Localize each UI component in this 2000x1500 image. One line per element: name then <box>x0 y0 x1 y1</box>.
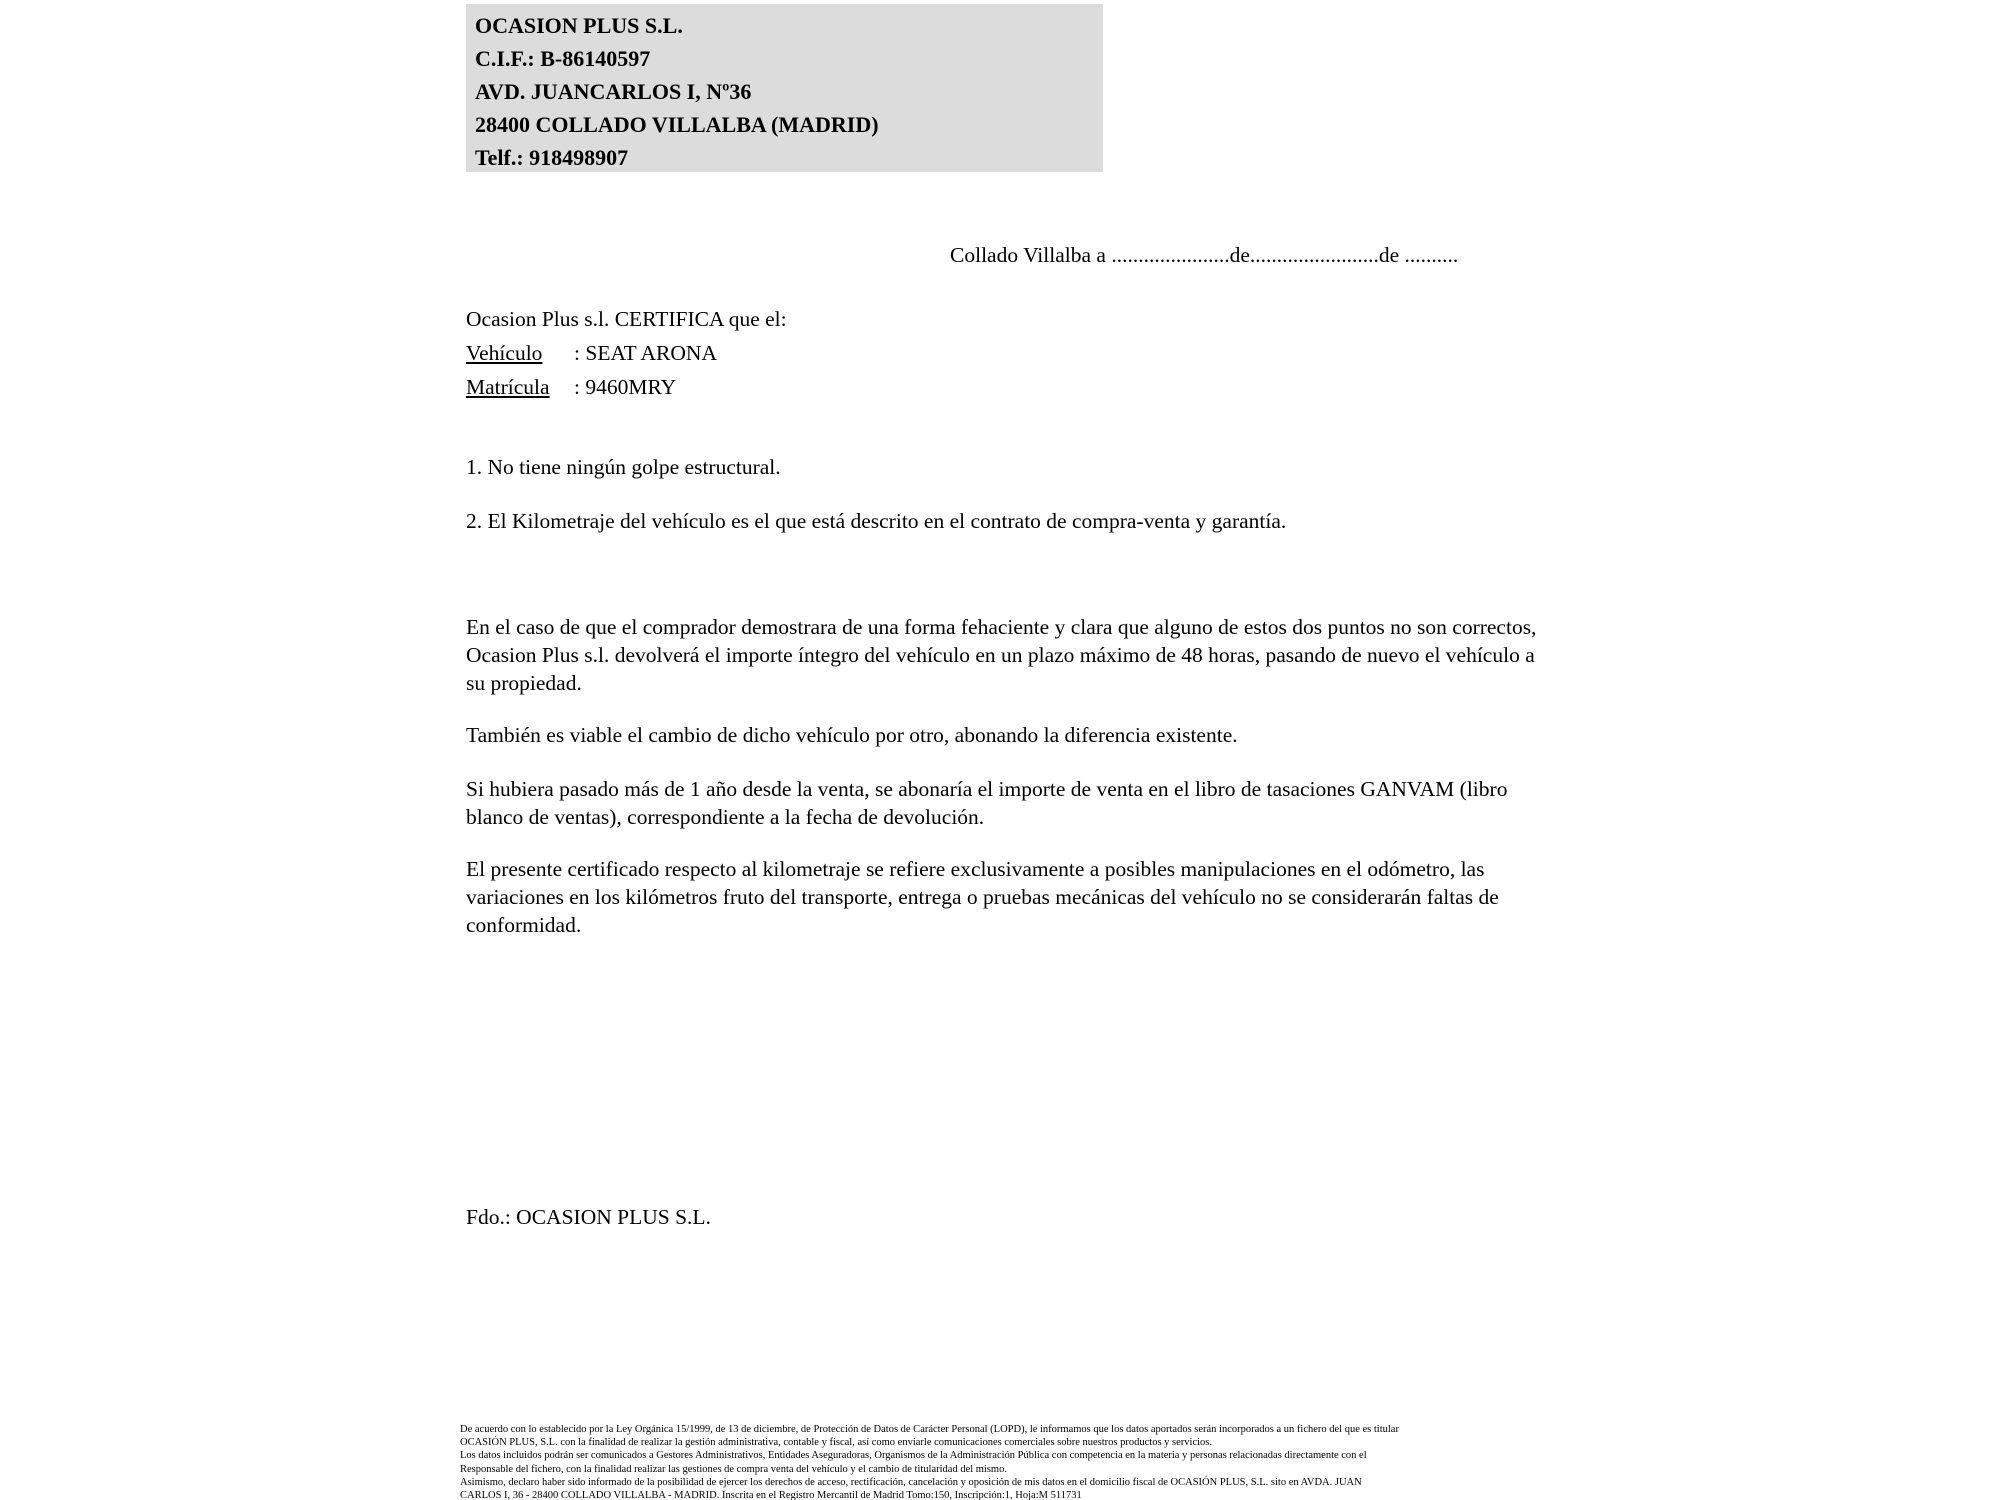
plate-separator: : <box>574 375 580 399</box>
point-item-2: 2. El Kilometraje del vehículo es el que está descrito en el contrato de compra-venta y garantía. <box>466 509 1287 533</box>
plate-value: 9460MRY <box>585 375 677 399</box>
body-paragraph-exchange: También es viable el cambio de dicho vehículo por otro, abonando la diferencia existente. <box>466 723 1238 747</box>
company-header-box <box>466 4 1103 172</box>
company-phone: Telf.: 918498907 <box>475 145 629 170</box>
date-line: Collado Villalba a ......................de........................de .......... <box>950 243 1459 267</box>
plate-label: Matrícula <box>466 375 550 399</box>
body-paragraph-refund: En el caso de que el comprador demostrara de una forma fehaciente y clara que alguno de estos dos puntos no son correctos, Ocasion Plus s.l. devolverá el importe íntegro del vehículo en un plazo máximo de 48 horas, pasando de nuevo el vehículo a su propiedad. <box>466 615 1537 695</box>
plate-row <box>466 370 787 404</box>
point-item-1: 1. No tiene ningún golpe estructural. <box>466 455 781 479</box>
vehicle-value: SEAT ARONA <box>585 341 717 365</box>
certificate-intro: Ocasion Plus s.l. CERTIFICA que el: <box>466 307 787 331</box>
legal-footer-line: Los datos incluidos podrán ser comunicados a Gestores Administrativos, Entidades Aseguradoras, Organismos de la Administración Pública con competencia en la materia y personas relacionadas directamente con el <box>460 1450 1367 1462</box>
body-paragraph-odometer: El presente certificado respecto al kilometraje se refiere exclusivamente a posibles manipulaciones en el odómetro, las variaciones en los kilómetros fruto del transporte, entrega o pruebas mecánicas del vehículo no se considerarán faltas de conformidad. <box>466 857 1499 937</box>
legal-footer-line: CARLOS I, 36 - 28400 COLLADO VILLALBA - MADRID. Inscrita en el Registro Mercantil de Madrid Tomo:150, Inscripción:1, Hoja:M 511731 <box>460 1490 1082 1500</box>
legal-footer-line: Asimismo, declaro haber sido informado de la posibilidad de ejercer los derechos de acceso, rectificación, cancelación y oposición de mis datos en el domicilio fiscal de OCASIÓN PLUS, S.L. sito en AVDA. JUAN <box>460 1476 1362 1488</box>
certificate-block <box>466 302 787 404</box>
legal-footer-line: Responsable del fichero, con la finalidad realizar las gestiones de compra venta del vehículo y el cambio de titularidad del mismo. <box>460 1463 1007 1475</box>
legal-footer <box>460 1423 1570 1500</box>
vehicle-row <box>466 336 787 370</box>
vehicle-separator: : <box>574 341 580 365</box>
company-city: 28400 COLLADO VILLALBA (MADRID) <box>475 112 879 137</box>
signature-line: Fdo.: OCASION PLUS S.L. <box>466 1205 711 1229</box>
body-paragraph-ganvam: Si hubiera pasado más de 1 año desde la venta, se abonaría el importe de venta en el libro de tasaciones GANVAM (libro blanco de ventas), correspondiente a la fecha de devolución. <box>466 777 1508 829</box>
legal-footer-line: OCASIÓN PLUS, S.L. con la finalidad de realizar la gestión administrativa, contable y fiscal, así como enviarle comunicaciones comerciales sobre nuestros productos y servicios. <box>460 1437 1212 1449</box>
legal-footer-line: De acuerdo con lo establecido por la Ley Orgánica 15/1999, de 13 de diciembre, de Protección de Datos de Carácter Personal (LOPD), le informamos que los datos aportados serán incorporados a un fichero del que es titular <box>460 1424 1399 1435</box>
company-cif: C.I.F.: B-86140597 <box>475 46 651 71</box>
vehicle-label: Vehículo <box>466 341 543 365</box>
company-name: OCASION PLUS S.L. <box>475 13 683 38</box>
company-address: AVD. JUANCARLOS I, Nº36 <box>475 79 752 104</box>
